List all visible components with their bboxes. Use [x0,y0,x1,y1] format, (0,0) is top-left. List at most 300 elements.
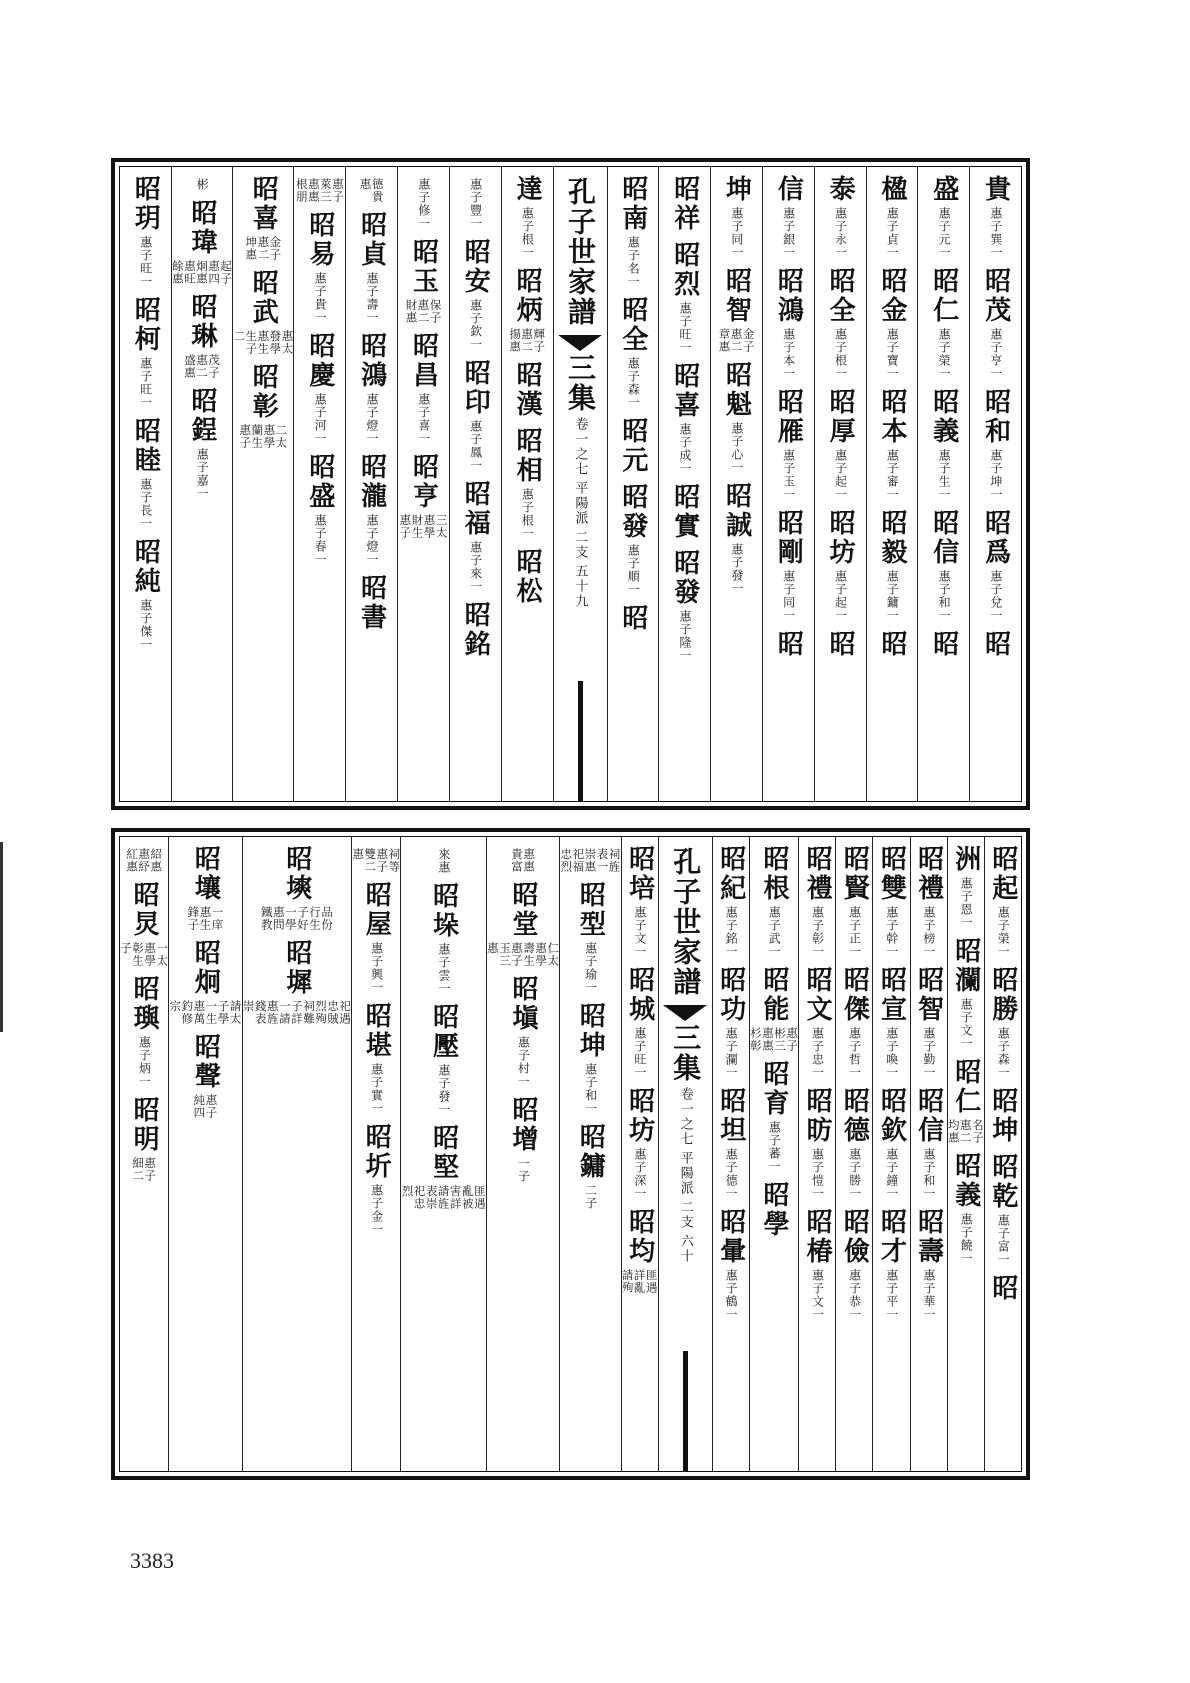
lineage-note: 惠子銀一 [781,207,796,259]
person-name: 昭全 [825,267,856,325]
person-name: 昭發 [669,549,700,607]
lineage-note: 三太 惠學 財生 惠子 [398,514,449,539]
lineage-note: 惠子旺一 [678,302,693,354]
lineage-note: 惠子來一 [468,541,483,593]
register-column [232,167,293,801]
register-column [658,167,710,801]
lineage-note: 惠子發一 [729,543,744,595]
lineage-note: 惠子森一 [626,357,641,409]
lineage-note: 惠子 萊三 惠惠 根朋 [294,178,345,203]
person-name: 昭坦 [715,1087,746,1145]
lineage-note: 惠子興一 [369,942,384,994]
lineage-note: 惠子旺一 [632,1027,647,1079]
spine-title: 孔子世家譜 [564,177,597,327]
genealogy-entry [987,966,1018,1079]
genealogy-entry [758,1060,789,1173]
person-name: 昭乾 [987,1153,1018,1211]
genealogy-entry [509,267,545,353]
lineage-note: 惠子審一 [885,449,900,501]
genealogy-entry [721,361,752,474]
person-name: 昭賢 [839,845,870,903]
person-name: 信 [773,175,804,204]
person-name: 昭學 [758,1181,789,1239]
register-column [501,167,553,801]
person-name: 昭義 [928,388,959,446]
genealogy-entry [669,362,700,475]
person-name: 泰 [825,175,856,204]
person-name: 昭坊 [825,509,856,567]
register-column [866,167,918,801]
genealogy-entry [617,175,648,288]
person-name: 昭信 [913,1087,944,1145]
genealogy-entry [243,939,352,1025]
genealogy-entry [839,966,870,1079]
scan-artifact-top [240,6,940,20]
genealogy-entry [715,1087,746,1200]
person-name: 昭盛 [304,453,335,511]
person-name: 昭全 [617,296,648,354]
genealogy-entry [261,845,333,931]
genealogy-entry [876,966,907,1079]
genealogy-entry [437,845,450,874]
person-name: 昭本 [876,388,907,446]
lineage-note: 祀遇 忠賊 烈殉 祠難 子詳 一請 惠旌 錢表 崇 [241,1000,353,1025]
person-name: 昭根 [758,845,789,903]
person-name: 昭才 [876,1208,907,1266]
person-name: 達 [512,175,543,204]
person-name: 昭漢 [512,361,543,419]
lineage-note: 惠子榮一 [996,906,1011,958]
person-name: 昭瀧 [356,453,387,511]
genealogy-entry [718,267,754,353]
genealogy-entry [950,1152,981,1265]
person-name: 昭雙 [876,845,907,903]
genealogy-entry [184,293,220,379]
person-name: 昭儉 [839,1208,870,1266]
genealogy-entry [511,845,535,873]
lineage-note: 惠子根一 [520,488,535,540]
person-name: 坤 [721,175,752,204]
lineage-note: 惠子坤一 [988,449,1003,501]
lineage-note: 起子 惠四 炯惠 惠旺 餘惠 [170,260,234,285]
lineage-note: 請太 子學 一生 惠萬 釣修 宗 [168,1000,243,1025]
person-name: 昭仁 [928,267,959,325]
person-name: 昭銘 [460,601,491,659]
genealogy-entry [876,175,907,259]
lineage-note: 惠子喜一 [416,393,431,445]
lineage-note: 惠子哲一 [847,1027,862,1079]
lineage-note: 惠子永一 [833,207,848,259]
register-column [749,837,798,1471]
lineage-note: 金子 惠二 章惠 [717,328,756,353]
person-name: 昭玉 [408,238,439,296]
genealogy-entry [469,175,482,230]
register-column [607,167,659,801]
genealogy-entry [399,453,447,539]
register-page-upper [111,158,1030,810]
lineage-note: 惠子燈一 [364,393,379,445]
lineage-note: 惠子巽一 [988,207,1003,259]
person-name: 昭 [928,630,959,659]
register-column [621,837,658,1471]
person-name: 昭實 [669,483,700,541]
lineage-note: 惠子寶一 [885,328,900,380]
lineage-note: 惠子貴一 [313,272,328,324]
person-name: 昭暈 [715,1208,746,1266]
lineage-note: 品份 行生 子好 一學 惠問 鐵教 [259,906,335,931]
lineage-note: 匪遇 亂被 害詳 請旌 表崇 祀忠 烈 [400,1185,487,1210]
lineage-note: 惠子成一 [678,423,693,475]
lineage-note: 惠子武一 [767,906,782,958]
genealogy-entry [802,1208,833,1321]
genealogy-entry [408,332,439,445]
person-name: 昭坊 [624,1087,655,1145]
lineage-note: 惠子村一 [516,1036,531,1088]
lineage-note: 惠子富一 [996,1214,1011,1266]
lineage-note: 仁太 惠學 壽生 惠子 玉三 惠 [485,942,561,967]
person-name: 昭培 [624,845,655,903]
lineage-note: 一太 惠學 彰生 子 [119,942,170,967]
spine-column [658,837,712,1471]
register-column [710,167,762,801]
genealogy-entry [512,175,543,259]
scan-edge-line [0,842,3,1032]
spine-column [553,167,607,801]
lineage-note: 惠子森一 [996,1027,1011,1079]
page-number: 3383 [130,1548,174,1573]
person-name: 昭發 [617,483,648,541]
genealogy-entry [980,630,1011,659]
register-column [486,837,559,1471]
person-name: 昭金 [876,267,907,325]
lineage-note: 惠子根一 [833,328,848,380]
lineage-note: 惠子平一 [884,1269,899,1321]
lineage-note: 惠子春一 [313,514,328,566]
person-name: 昭屋 [361,881,392,939]
genealogy-entry [876,845,907,958]
person-name: 昭信 [928,509,959,567]
lineage-note: 惠子旺一 [138,357,153,409]
genealogy-entry [913,966,944,1079]
register-column [814,167,866,801]
genealogy-entry [186,387,217,500]
genealogy-entry [233,269,293,355]
person-name: 昭厚 [825,388,856,446]
genealogy-entry [401,1124,485,1210]
genealogy-entry [460,601,491,659]
genealogy-entry [356,332,387,445]
lineage-note: 惠子鶴一 [724,1269,739,1321]
person-name: 昭堅 [428,1124,459,1182]
lineage-note: 惠子金一 [369,1184,384,1236]
lineage-note: 惠子和一 [921,1148,936,1200]
person-name: 昭智 [913,966,944,1024]
lineage-note: 惠子名一 [626,236,641,288]
lineage-note: 惠子恩一 [959,877,974,929]
lineage-note: 惠子榮一 [937,328,952,380]
lineage-note: 輝子 惠二 揚惠 [508,328,547,353]
genealogy-entry [575,881,606,994]
person-name: 昭增 [508,1096,539,1154]
genealogy-entry [721,482,752,595]
lineage-note: 惠子文一 [959,998,974,1050]
person-name: 昭 [876,630,907,659]
person-name: 昭和 [980,388,1011,446]
genealogy-entry [130,417,161,530]
spine-branch: 平陽派 [572,481,588,526]
genealogy-entry [508,1096,539,1183]
genealogy-entry [304,332,335,445]
lineage-note: 惠子勝一 [847,1148,862,1200]
genealogy-entry [304,211,335,324]
person-name: 盛 [928,175,959,204]
genealogy-entry [508,975,539,1088]
spine-sub-branch: 二支 [677,1200,693,1230]
person-name: 昭能 [758,966,789,1024]
lineage-note: 惠子勤一 [921,1027,936,1079]
person-name: 昭城 [624,966,655,1024]
genealogy-entry [825,630,856,659]
lineage-note: 惠子炳一 [137,1036,152,1088]
genealogy-entry [773,175,804,259]
person-name: 昭型 [575,881,606,939]
genealogy-entry [460,238,491,351]
lineage-note: 惠子華一 [921,1269,936,1321]
genealogy-entry [130,175,161,288]
genealogy-entry [304,453,335,566]
register-column [969,167,1021,801]
folio-number: 六十 [677,1234,693,1264]
genealogy-entry [460,480,491,593]
person-name: 昭塡 [508,975,539,1033]
person-name: 昭炳 [512,267,543,325]
genealogy-entry [187,845,223,931]
person-name: 昭坤 [575,1002,606,1060]
genealogy-entry [928,267,959,380]
lineage-note: 惠子深一 [632,1148,647,1200]
lineage-note: 惠子嘉一 [195,448,210,500]
person-name: 昭壽 [913,1208,944,1266]
lineage-note: 惠子旺一 [138,236,153,288]
person-name: 昭 [980,630,1011,659]
person-name: 昭瑋 [186,199,217,257]
lineage-note: 一庠 惠生 鋒子 [186,906,225,931]
person-name: 昭魁 [721,361,752,419]
spine-chapter: 卷一之七 [572,417,588,477]
lineage-note: 惠子同一 [781,570,796,622]
lineage-note: 惠子兌一 [988,570,1003,622]
lineage-note: 惠子生一 [937,449,952,501]
lineage-note: 惠子玉一 [781,449,796,501]
genealogy-entry [560,845,620,873]
genealogy-entry [617,604,648,633]
lineage-note: 惠子正一 [847,906,862,958]
lineage-note: 匪遇 詳亂 請殉 [620,1269,659,1294]
spine-rule [578,681,583,801]
person-name: 昭爲 [980,509,1011,567]
genealogy-entry [980,267,1011,380]
person-name: 昭禮 [802,845,833,903]
genealogy-entry [715,966,746,1079]
person-name: 昭 [617,604,648,633]
genealogy-entry [617,417,648,475]
genealogy-entry [721,175,752,259]
lineage-note: 惠子長一 [138,478,153,530]
person-name: 昭昌 [408,332,439,390]
genealogy-entry [950,845,981,929]
genealogy-entry [129,975,160,1088]
genealogy-entry [617,296,648,409]
genealogy-entry [715,1208,746,1321]
person-name: 昭武 [248,269,279,327]
register-column [171,167,232,801]
person-name: 昭堂 [508,881,539,939]
register-column [910,837,947,1471]
genealogy-entry [825,388,856,501]
person-name: 昭功 [715,966,746,1024]
person-name: 昭起 [987,845,1018,903]
register-column [397,167,449,801]
person-name: 昭義 [950,1152,981,1210]
genealogy-entry [913,1208,944,1321]
genealogy-entry [913,845,944,958]
person-name: 昭易 [304,211,335,269]
person-name: 昭柯 [130,296,161,354]
person-name: 昭 [825,630,856,659]
register-column [345,167,397,801]
spine-chapter: 卷一之七 [677,1087,693,1147]
register-column [400,837,485,1471]
person-name: 昭鏞 [575,1123,606,1181]
lineage-note: 惠子 純四 [192,1094,219,1119]
person-name: 昭福 [460,480,491,538]
lineage-note: 惠子元一 [937,207,952,259]
genealogy-entry [239,363,287,449]
genealogy-entry [512,361,543,419]
person-name: 昭鋥 [186,387,217,445]
person-name: 昭欽 [876,1087,907,1145]
genealogy-entry [417,175,430,230]
lineage-note: 惠子 彬三 惠惠 杉彰 [748,1027,800,1052]
lineage-note: 惠子起一 [833,570,848,622]
genealogy-entry [758,1181,789,1239]
lineage-note: 惠子文一 [632,906,647,958]
spine-sub-branch: 二支 [572,530,588,560]
register-column [917,167,969,801]
genealogy-entry [669,483,700,541]
lineage-note: 惠子瑜一 [583,942,598,994]
lineage-note: 惠子雲一 [436,943,451,995]
person-name: 昭圻 [361,1123,392,1181]
genealogy-entry [669,241,700,354]
genealogy-entry [802,1087,833,1200]
genealogy-entry [190,1033,221,1119]
person-name: 昭睦 [130,417,161,475]
lineage-note: 紹惠 惠紓 紅惠 [125,848,164,873]
lineage-note: 惠子壽一 [364,272,379,324]
genealogy-entry [120,881,168,967]
genealogy-entry [802,845,833,958]
lineage-note: 彬 [195,178,210,191]
genealogy-entry [913,1087,944,1200]
genealogy-entry [617,483,648,596]
register-column [712,837,749,1471]
genealogy-entry [361,881,392,994]
lineage-note: 來惠 [436,848,451,874]
person-name: 昭炯 [190,939,221,997]
register-column [449,167,501,801]
lineage-note: 惠子起一 [833,449,848,501]
genealogy-entry [980,175,1011,259]
person-name: 昭貞 [356,211,387,269]
lineage-note: 惠子鐘一 [884,1148,899,1200]
genealogy-entry [980,388,1011,501]
person-name: 昭 [987,1274,1018,1303]
lineage-note: 惠子德一 [724,1148,739,1200]
genealogy-entry [839,1208,870,1321]
genealogy-entry [361,1123,392,1236]
genealogy-entry [356,453,387,566]
register-column [798,837,835,1471]
lineage-note: 惠子發一 [436,1064,451,1116]
genealogy-entry [987,1087,1018,1145]
person-name: 昭茂 [980,267,1011,325]
genealogy-entry [512,427,543,540]
lineage-note: 惠子心一 [729,422,744,474]
lineage-note: 金子 惠二 坤惠 [244,236,283,261]
spine-title: 孔子世家譜 [669,847,703,997]
person-name: 昭育 [758,1060,789,1118]
genealogy-entry [825,175,856,259]
genealogy-entry [460,359,491,472]
genealogy-entry [669,175,700,233]
lineage-note: 惠子和一 [937,570,952,622]
person-name: 昭書 [356,574,387,632]
genealogy-entry [987,845,1018,958]
person-name: 昭雁 [773,388,804,446]
genealogy-entry [750,966,798,1052]
register-column [872,837,909,1471]
lineage-note: 惠子銘一 [724,906,739,958]
person-name: 昭勝 [987,966,1018,1024]
person-name: 昭明 [129,1096,160,1154]
spine-rule [683,1351,688,1471]
genealogy-entry [296,175,344,203]
genealogy-entry [715,845,746,958]
lineage-note: 惠子 細二 [131,1157,158,1182]
lineage-note: 惠子豐一 [468,178,483,230]
genealogy-entry [773,630,804,659]
lineage-note: 保子 惠二 財惠 [404,299,443,324]
register-grid [119,836,1022,1472]
person-name: 昭墀 [281,939,312,997]
register-column [120,837,168,1471]
person-name: 昭均 [624,1208,655,1266]
person-name: 楹 [876,175,907,204]
genealogy-entry [126,845,162,873]
lineage-note: 惠子鏞一 [885,570,900,622]
register-column [168,837,241,1471]
lineage-note: 惠子和一 [583,1063,598,1115]
person-name: 昭喜 [248,175,279,233]
lineage-note: 德貴 惠 [358,178,385,203]
person-name: 昭禮 [913,845,944,903]
lineage-note: 惠子文一 [810,1269,825,1321]
lineage-note: 二太 惠學 蘭生 惠子 [238,424,289,449]
person-name: 昭昉 [802,1087,833,1145]
lineage-note: 惠子鳳一 [468,420,483,472]
lineage-note: 惠太 發學 惠生 生子 二 [232,330,295,355]
